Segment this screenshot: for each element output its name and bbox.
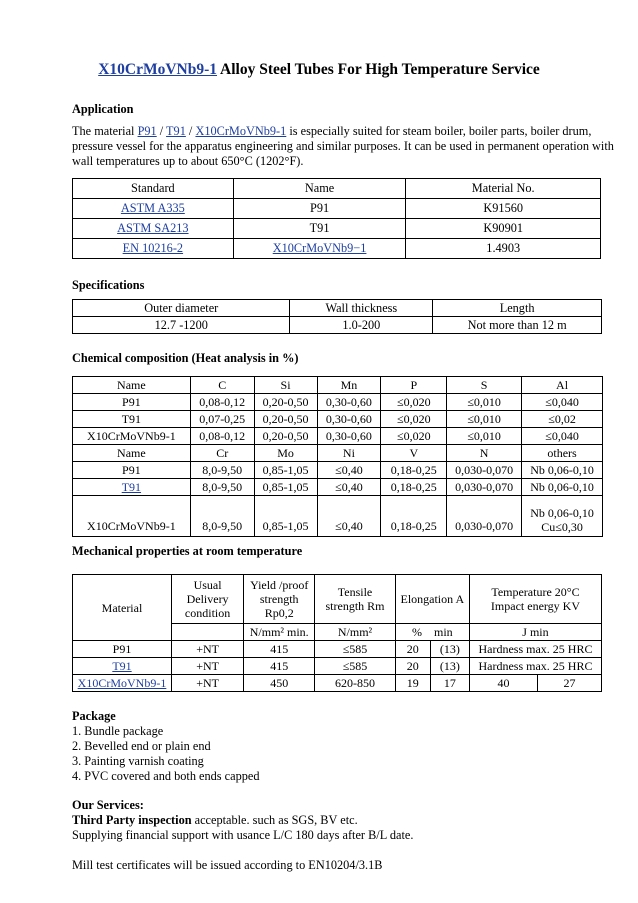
header-name: Name [233, 179, 406, 199]
en-10216-2-link[interactable]: EN 10216-2 [122, 241, 184, 255]
table-cell: +NT [171, 675, 243, 692]
inspection-label: Third Party inspection [72, 813, 192, 827]
table-cell [522, 496, 603, 537]
application-separator: / [185, 124, 196, 138]
application-text-post: is especially suited for steam boiler, boiler parts, boiler drum, pressure vessel for the apparatus engineering and similar purposes. It can be used in permanent operation with wall temperatures up to about 650°C (1202°F). [72, 124, 614, 168]
header-elongation: Elongation A [395, 575, 469, 624]
table-row [73, 239, 601, 259]
table-cell: others [522, 445, 603, 462]
table-cell: ≤0,040 [522, 394, 603, 411]
table-cell: 0,07-0,25 [190, 411, 254, 428]
table-cell: Cr [190, 445, 254, 462]
table-row [73, 479, 603, 496]
services-finance: Supplying financial support with usance L/C 180 days after B/L date. [72, 828, 414, 842]
table-cell: ≤0,040 [522, 428, 603, 445]
others-line: Nb 0,06-0,10 [530, 506, 594, 520]
page-title [0, 60, 638, 80]
table-cell: 20 [395, 658, 430, 675]
table-cell: P91 [73, 462, 191, 479]
table-cell: ≤0,020 [381, 394, 447, 411]
table-row [73, 428, 603, 445]
header-line: Tensile [337, 585, 373, 599]
table-cell: 0,85-1,05 [254, 479, 317, 496]
unit-elongation: % min [395, 624, 469, 641]
mechanical-properties-table [72, 574, 602, 692]
application-heading: Application [72, 102, 134, 116]
application-paragraph [72, 124, 617, 169]
table-cell: 8,0-9,50 [190, 462, 254, 479]
application-separator: / [156, 124, 167, 138]
header-line: Impact energy KV [490, 599, 581, 613]
table-cell: P91 [233, 199, 406, 219]
specifications-heading: Specifications [72, 278, 145, 292]
table-row [73, 658, 602, 675]
header-line: Temperature 20°C [491, 585, 580, 599]
table-header-row [73, 445, 603, 462]
table-cell: N [447, 445, 522, 462]
table-cell: K91560 [406, 199, 601, 219]
table-cell: 27 [537, 675, 601, 692]
table-cell: 450 [244, 675, 315, 692]
mechanical-heading: Mechanical properties at room temperature [72, 544, 303, 558]
table-cell: P [381, 377, 447, 394]
table-row [73, 462, 603, 479]
table-cell: 0,30-0,60 [317, 394, 381, 411]
table-cell: 0,030-0,070 [447, 496, 522, 537]
header-line: strength [259, 592, 299, 606]
x10crmovnb9-1-link[interactable]: X10CrMoVNb9-1 [195, 124, 287, 138]
header-line: Yield /proof [250, 578, 309, 592]
table-cell: ≤0,02 [522, 411, 603, 428]
table-cell: 0,08-0,12 [190, 394, 254, 411]
table-cell: 19 [395, 675, 430, 692]
table-row [73, 675, 602, 692]
table-cell: 20 [395, 641, 430, 658]
table-cell: 0,18-0,25 [381, 479, 447, 496]
table-cell: ≤585 [315, 641, 395, 658]
x10crmovnb9-1-link[interactable]: X10CrMoVNb9-1 [77, 675, 167, 690]
list-item: 3. Painting varnish coating [72, 754, 204, 768]
x10crmovnb9-1-name-link[interactable]: X10CrMoVNb9−1 [272, 241, 367, 255]
table-cell: Hardness max. 25 HRC [469, 641, 601, 658]
header-length: Length [433, 300, 602, 317]
chemical-composition-table [72, 376, 603, 537]
table-cell: 17 [430, 675, 469, 692]
table-cell: 0,18-0,25 [381, 462, 447, 479]
unit-impact: J min [469, 624, 601, 641]
table-cell: 415 [244, 658, 315, 675]
table-cell: 0,30-0,60 [317, 428, 381, 445]
table-cell: (13) [430, 658, 469, 675]
others-line: Cu≤0,30 [541, 520, 583, 534]
table-cell: 415 [244, 641, 315, 658]
t91-link[interactable]: T91 [121, 479, 142, 494]
table-cell: Mo [254, 445, 317, 462]
table-cell: 0,30-0,60 [317, 411, 381, 428]
table-cell: 0,18-0,25 [381, 496, 447, 537]
table-cell: K90901 [406, 219, 601, 239]
chemical-heading: Chemical composition (Heat analysis in %) [72, 351, 299, 365]
header-material-no: Material No. [406, 179, 601, 199]
astm-a335-link[interactable]: ASTM A335 [120, 201, 185, 215]
header-line: Usual [193, 578, 222, 592]
table-cell: 40 [469, 675, 537, 692]
table-cell: 0,20-0,50 [254, 394, 317, 411]
table-cell: S [447, 377, 522, 394]
list-item: 4. PVC covered and both ends capped [72, 769, 260, 783]
header-tensile [315, 575, 395, 624]
table-row [73, 641, 602, 658]
table-cell: Name [73, 377, 191, 394]
unit-yield: N/mm² min. [244, 624, 315, 641]
table-row [73, 411, 603, 428]
table-cell: ≤0,40 [317, 496, 381, 537]
table-cell: Si [254, 377, 317, 394]
header-temperature [469, 575, 601, 624]
table-row [73, 219, 601, 239]
table-header-row [73, 575, 602, 624]
table-cell: 8,0-9,50 [190, 479, 254, 496]
table-cell: +NT [171, 658, 243, 675]
astm-sa213-link[interactable]: ASTM SA213 [117, 221, 189, 235]
table-cell: 12.7 -1200 [73, 317, 290, 334]
table-cell: 0,08-0,12 [190, 428, 254, 445]
specifications-table [72, 299, 602, 334]
table-cell: ≤0,010 [447, 394, 522, 411]
table-cell: 0,20-0,50 [254, 411, 317, 428]
header-delivery [171, 575, 243, 624]
table-cell: ≤0,020 [381, 411, 447, 428]
t91-link[interactable]: T91 [166, 124, 186, 138]
header-outer-diameter: Outer diameter [73, 300, 290, 317]
table-row [73, 394, 603, 411]
mill-certificates: Mill test certificates will be issued according to EN10204/3.1B [72, 858, 383, 872]
table-cell: Name [73, 445, 191, 462]
table-cell: P91 [73, 641, 172, 658]
list-item: 2. Bevelled end or plain end [72, 739, 211, 753]
table-cell: Al [522, 377, 603, 394]
table-cell: +NT [171, 641, 243, 658]
table-cell: Hardness max. 25 HRC [469, 658, 601, 675]
header-line: strength Rm [325, 599, 385, 613]
inspection-text: acceptable. such as SGS, BV etc. [191, 813, 358, 827]
table-cell: X10CrMoVNb9-1 [73, 496, 191, 537]
table-cell: ≤0,010 [447, 428, 522, 445]
table-cell: (13) [430, 641, 469, 658]
title-material-link[interactable]: X10CrMoVNb9-1 [98, 61, 218, 78]
table-cell: 0,20-0,50 [254, 428, 317, 445]
table-header-row [73, 377, 603, 394]
table-cell [171, 624, 243, 641]
table-cell: C [190, 377, 254, 394]
table-cell: T91 [233, 219, 406, 239]
table-cell: X10CrMoVNb9-1 [73, 428, 191, 445]
unit-tensile: N/mm² [315, 624, 395, 641]
table-header-row [73, 300, 602, 317]
application-text-pre: The material [72, 124, 138, 138]
list-item: 1. Bundle package [72, 724, 164, 738]
table-header-row [73, 179, 601, 199]
header-line: Rp0,2 [264, 606, 294, 620]
table-cell: Ni [317, 445, 381, 462]
table-row [73, 496, 603, 537]
t91-link[interactable]: T91 [112, 658, 132, 673]
table-cell: 0,030-0,070 [447, 462, 522, 479]
table-row [73, 317, 602, 334]
services-heading: Our Services: [72, 798, 144, 812]
table-cell: 0,85-1,05 [254, 496, 317, 537]
table-cell: Mn [317, 377, 381, 394]
services-inspection [72, 813, 617, 828]
table-cell: ≤0,40 [317, 462, 381, 479]
header-standard: Standard [73, 179, 234, 199]
table-cell: ≤0,40 [317, 479, 381, 496]
table-cell: 0,030-0,070 [447, 479, 522, 496]
table-cell: Not more than 12 m [433, 317, 602, 334]
package-heading: Package [72, 709, 116, 723]
title-text: Alloy Steel Tubes For High Temperature Service [217, 61, 540, 78]
table-cell: Nb 0,06-0,10 [522, 462, 603, 479]
header-line: condition [184, 606, 231, 620]
table-cell: 0,85-1,05 [254, 462, 317, 479]
table-cell: 8,0-9,50 [190, 496, 254, 537]
table-cell: 1.0-200 [290, 317, 433, 334]
header-line: Delivery [186, 592, 229, 606]
table-cell: V [381, 445, 447, 462]
table-cell: 1.4903 [406, 239, 601, 259]
header-yield [244, 575, 315, 624]
table-cell: ≤0,010 [447, 411, 522, 428]
package-list [72, 724, 259, 784]
table-cell: P91 [73, 394, 191, 411]
table-row [73, 199, 601, 219]
p91-link[interactable]: P91 [137, 124, 157, 138]
table-cell: ≤585 [315, 658, 395, 675]
table-cell: 620-850 [315, 675, 395, 692]
header-wall-thickness: Wall thickness [290, 300, 433, 317]
standards-table [72, 178, 601, 259]
table-cell: T91 [73, 411, 191, 428]
table-cell: Nb 0,06-0,10 [522, 479, 603, 496]
header-material: Material [73, 575, 172, 641]
table-cell: ≤0,020 [381, 428, 447, 445]
